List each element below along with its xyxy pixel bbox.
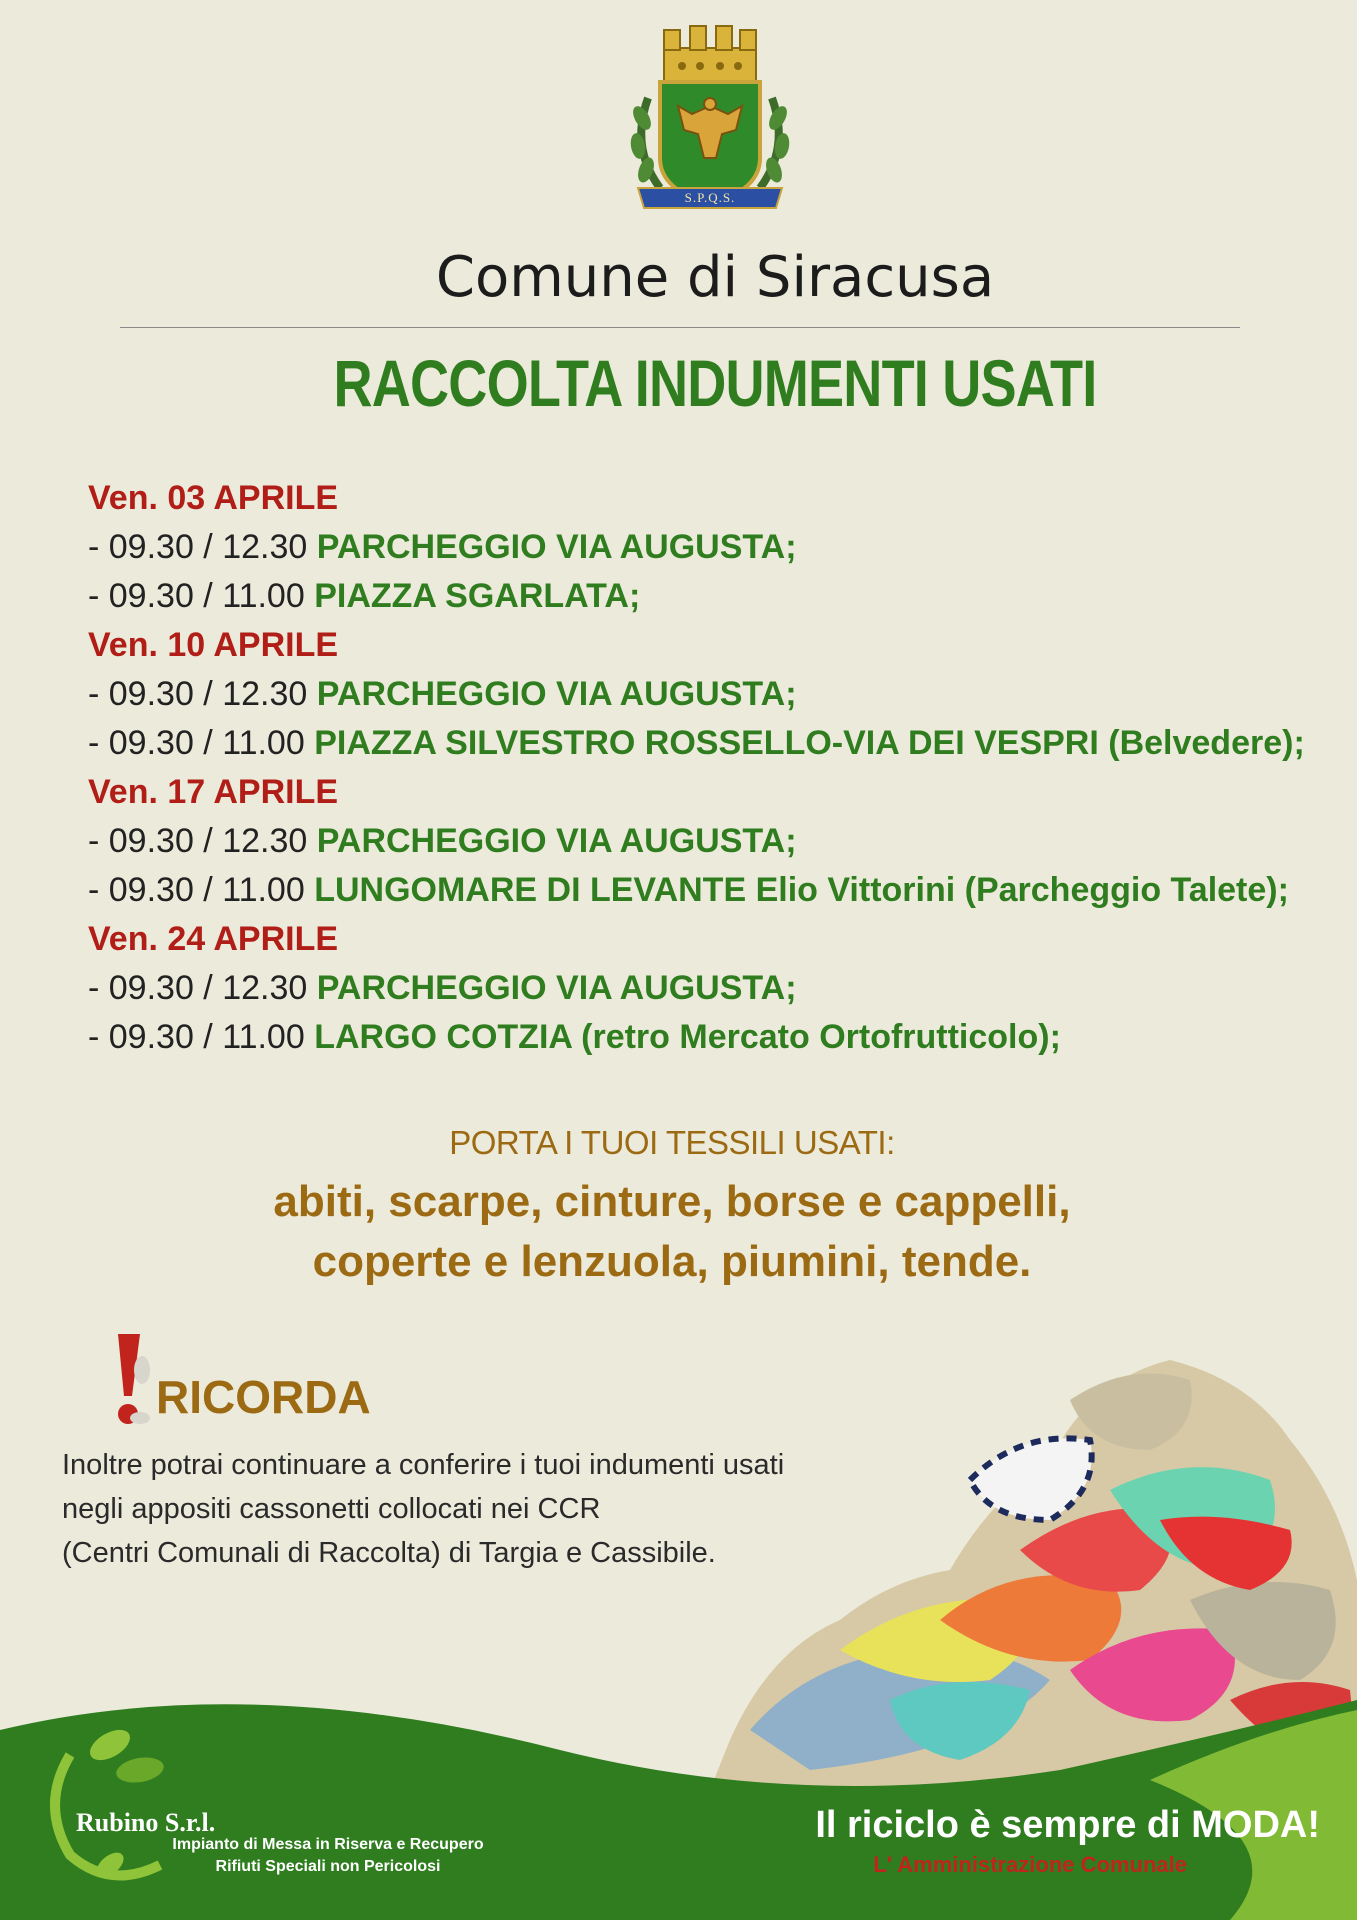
slot-place: PARCHEGGIO VIA AUGUSTA; (316, 822, 797, 860)
slot-place: PARCHEGGIO VIA AUGUSTA; (316, 969, 797, 1007)
slot-place: LUNGOMARE DI LEVANTE Elio Vittorini (Parcheggio Talete); (314, 871, 1289, 909)
ricorda-title: RICORDA (156, 1371, 371, 1423)
company-description (128, 1834, 528, 1878)
textiles-heading: PORTA I TUOI TESSILI USATI: (449, 1124, 895, 1161)
schedule-slot (88, 719, 1348, 768)
textiles-line: abiti, scarpe, cinture, borse e cappelli, (273, 1177, 1071, 1226)
slot-time: - 09.30 / 12.30 (88, 675, 317, 713)
textiles-list (0, 1172, 1344, 1292)
slot-place: LARGO COTZIA (retro Mercato Ortofrutticolo); (314, 1018, 1061, 1056)
company-name: Rubino S.r.l. (76, 1808, 216, 1837)
slot-time: - 09.30 / 12.30 (88, 528, 317, 566)
company-description-line: Rifiuti Speciali non Pericolosi (215, 1858, 441, 1875)
schedule-day: Ven. 24 APRILE (88, 920, 339, 958)
schedule-slot (88, 1013, 1348, 1062)
ricorda-line: Inoltre potrai continuare a conferire i tuoi indumenti usati (62, 1449, 785, 1481)
slot-time: - 09.30 / 11.00 (88, 871, 315, 909)
footer-wave (0, 1640, 1357, 1920)
ricorda-line: (Centri Comunali di Raccolta) di Targia e Cassibile. (62, 1537, 716, 1569)
schedule (88, 474, 1348, 1062)
slot-time: - 09.30 / 12.30 (88, 822, 317, 860)
coat-of-arms (620, 18, 800, 243)
coat-of-arms-caption: S.P.Q.S. (684, 190, 736, 205)
slogan: Il riciclo è sempre di MODA! (815, 1804, 1320, 1846)
slot-time: - 09.30 / 11.00 (88, 724, 315, 762)
slot-place: PARCHEGGIO VIA AUGUSTA; (316, 528, 797, 566)
company-description-line: Impianto di Messa in Riserva e Recupero (172, 1836, 484, 1853)
textiles-line: coperte e lenzuola, piumini, tende. (312, 1237, 1032, 1286)
slot-place: PARCHEGGIO VIA AUGUSTA; (316, 675, 797, 713)
slot-time: - 09.30 / 11.00 (88, 577, 315, 615)
slot-place: PIAZZA SILVESTRO ROSSELLO-VIA DEI VESPRI (Belvedere); (314, 724, 1305, 762)
coat-of-arms-icon (620, 18, 800, 243)
schedule-day: Ven. 17 APRILE (88, 773, 339, 811)
schedule-day: Ven. 10 APRILE (88, 626, 339, 664)
schedule-slot (88, 964, 1348, 1013)
comune-name: Comune di Siracusa (435, 245, 995, 310)
slot-time: - 09.30 / 11.00 (88, 1018, 315, 1056)
schedule-slot (88, 866, 1348, 915)
slot-place: PIAZZA SGARLATA; (314, 577, 641, 615)
schedule-slot (88, 817, 1348, 866)
slot-time: - 09.30 / 12.30 (88, 969, 317, 1007)
schedule-slot (88, 670, 1348, 719)
schedule-day: Ven. 03 APRILE (88, 479, 339, 517)
header-divider (120, 327, 1240, 328)
exclamation-icon (100, 1330, 160, 1430)
page-title: RACCOLTA INDUMENTI USATI (333, 346, 1097, 420)
schedule-slot (88, 572, 1348, 621)
signature: L' Amministrazione Comunale (873, 1852, 1187, 1877)
ricorda-line: negli appositi cassonetti collocati nei CCR (62, 1493, 601, 1525)
schedule-slot (88, 523, 1348, 572)
